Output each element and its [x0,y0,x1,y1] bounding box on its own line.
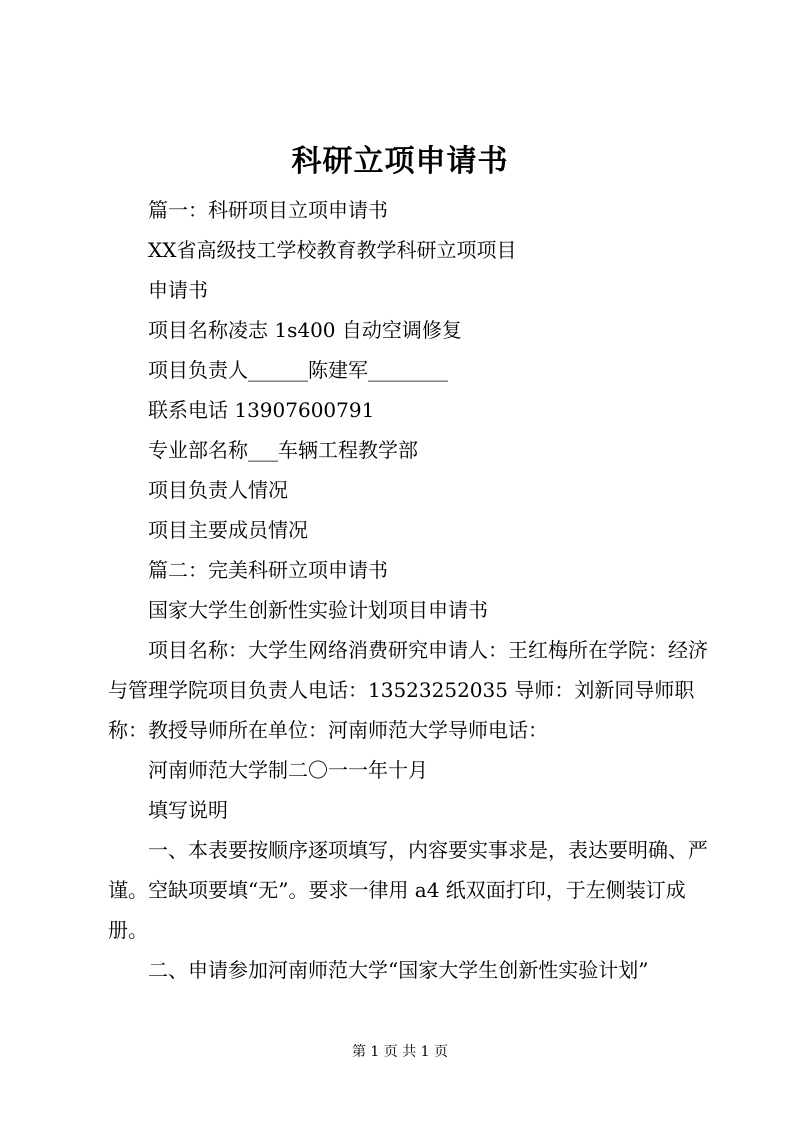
paragraph-11: 国家大学生创新性实验计划项目申请书 [148,598,488,622]
paragraph-8: 项目负责人情况 [148,478,288,502]
paragraph-2: XX省高级技工学校教育教学科研立项项目 [148,238,517,262]
paragraph-4: 项目名称凌志 1s400 自动空调修复 [148,318,462,342]
paragraph-13: 河南师范大学制二〇一一年十月 [148,758,428,782]
document-body [108,190,720,990]
paragraph-10: 篇二：完美科研立项申请书 [148,558,388,582]
paragraph-7: 专业部名称___车辆工程教学部 [148,438,418,462]
paragraph-9: 项目主要成员情况 [148,518,308,542]
page-footer: 第 1 页 共 1 页 [351,1044,449,1060]
paragraph-12: 项目名称：大学生网络消费研究申请人：王红梅所在学院：经济与管理学院项目负责人电话：13523252035 导师：刘新同导师职称：教授导师所在单位：河南师范大学导师电话： [108,638,708,742]
paragraph-6: 联系电话 13907600791 [148,398,375,422]
paragraph-16: 二、申请参加河南师范大学“国家大学生创新性实验计划” [148,958,649,982]
paragraph-1: 篇一：科研项目立项申请书 [148,198,388,222]
document-title: 科研立项申请书 [291,144,509,179]
paragraph-15: 一、本表要按顺序逐项填写，内容要实事求是，表达要明确、严谨。空缺项要填“无”。要求一律用 a4 纸双面打印，于左侧装订成册。 [108,838,708,942]
paragraph-5: 项目负责人______陈建军________ [148,358,448,382]
paragraph-3: 申请书 [148,278,208,302]
paragraph-14: 填写说明 [148,798,228,822]
